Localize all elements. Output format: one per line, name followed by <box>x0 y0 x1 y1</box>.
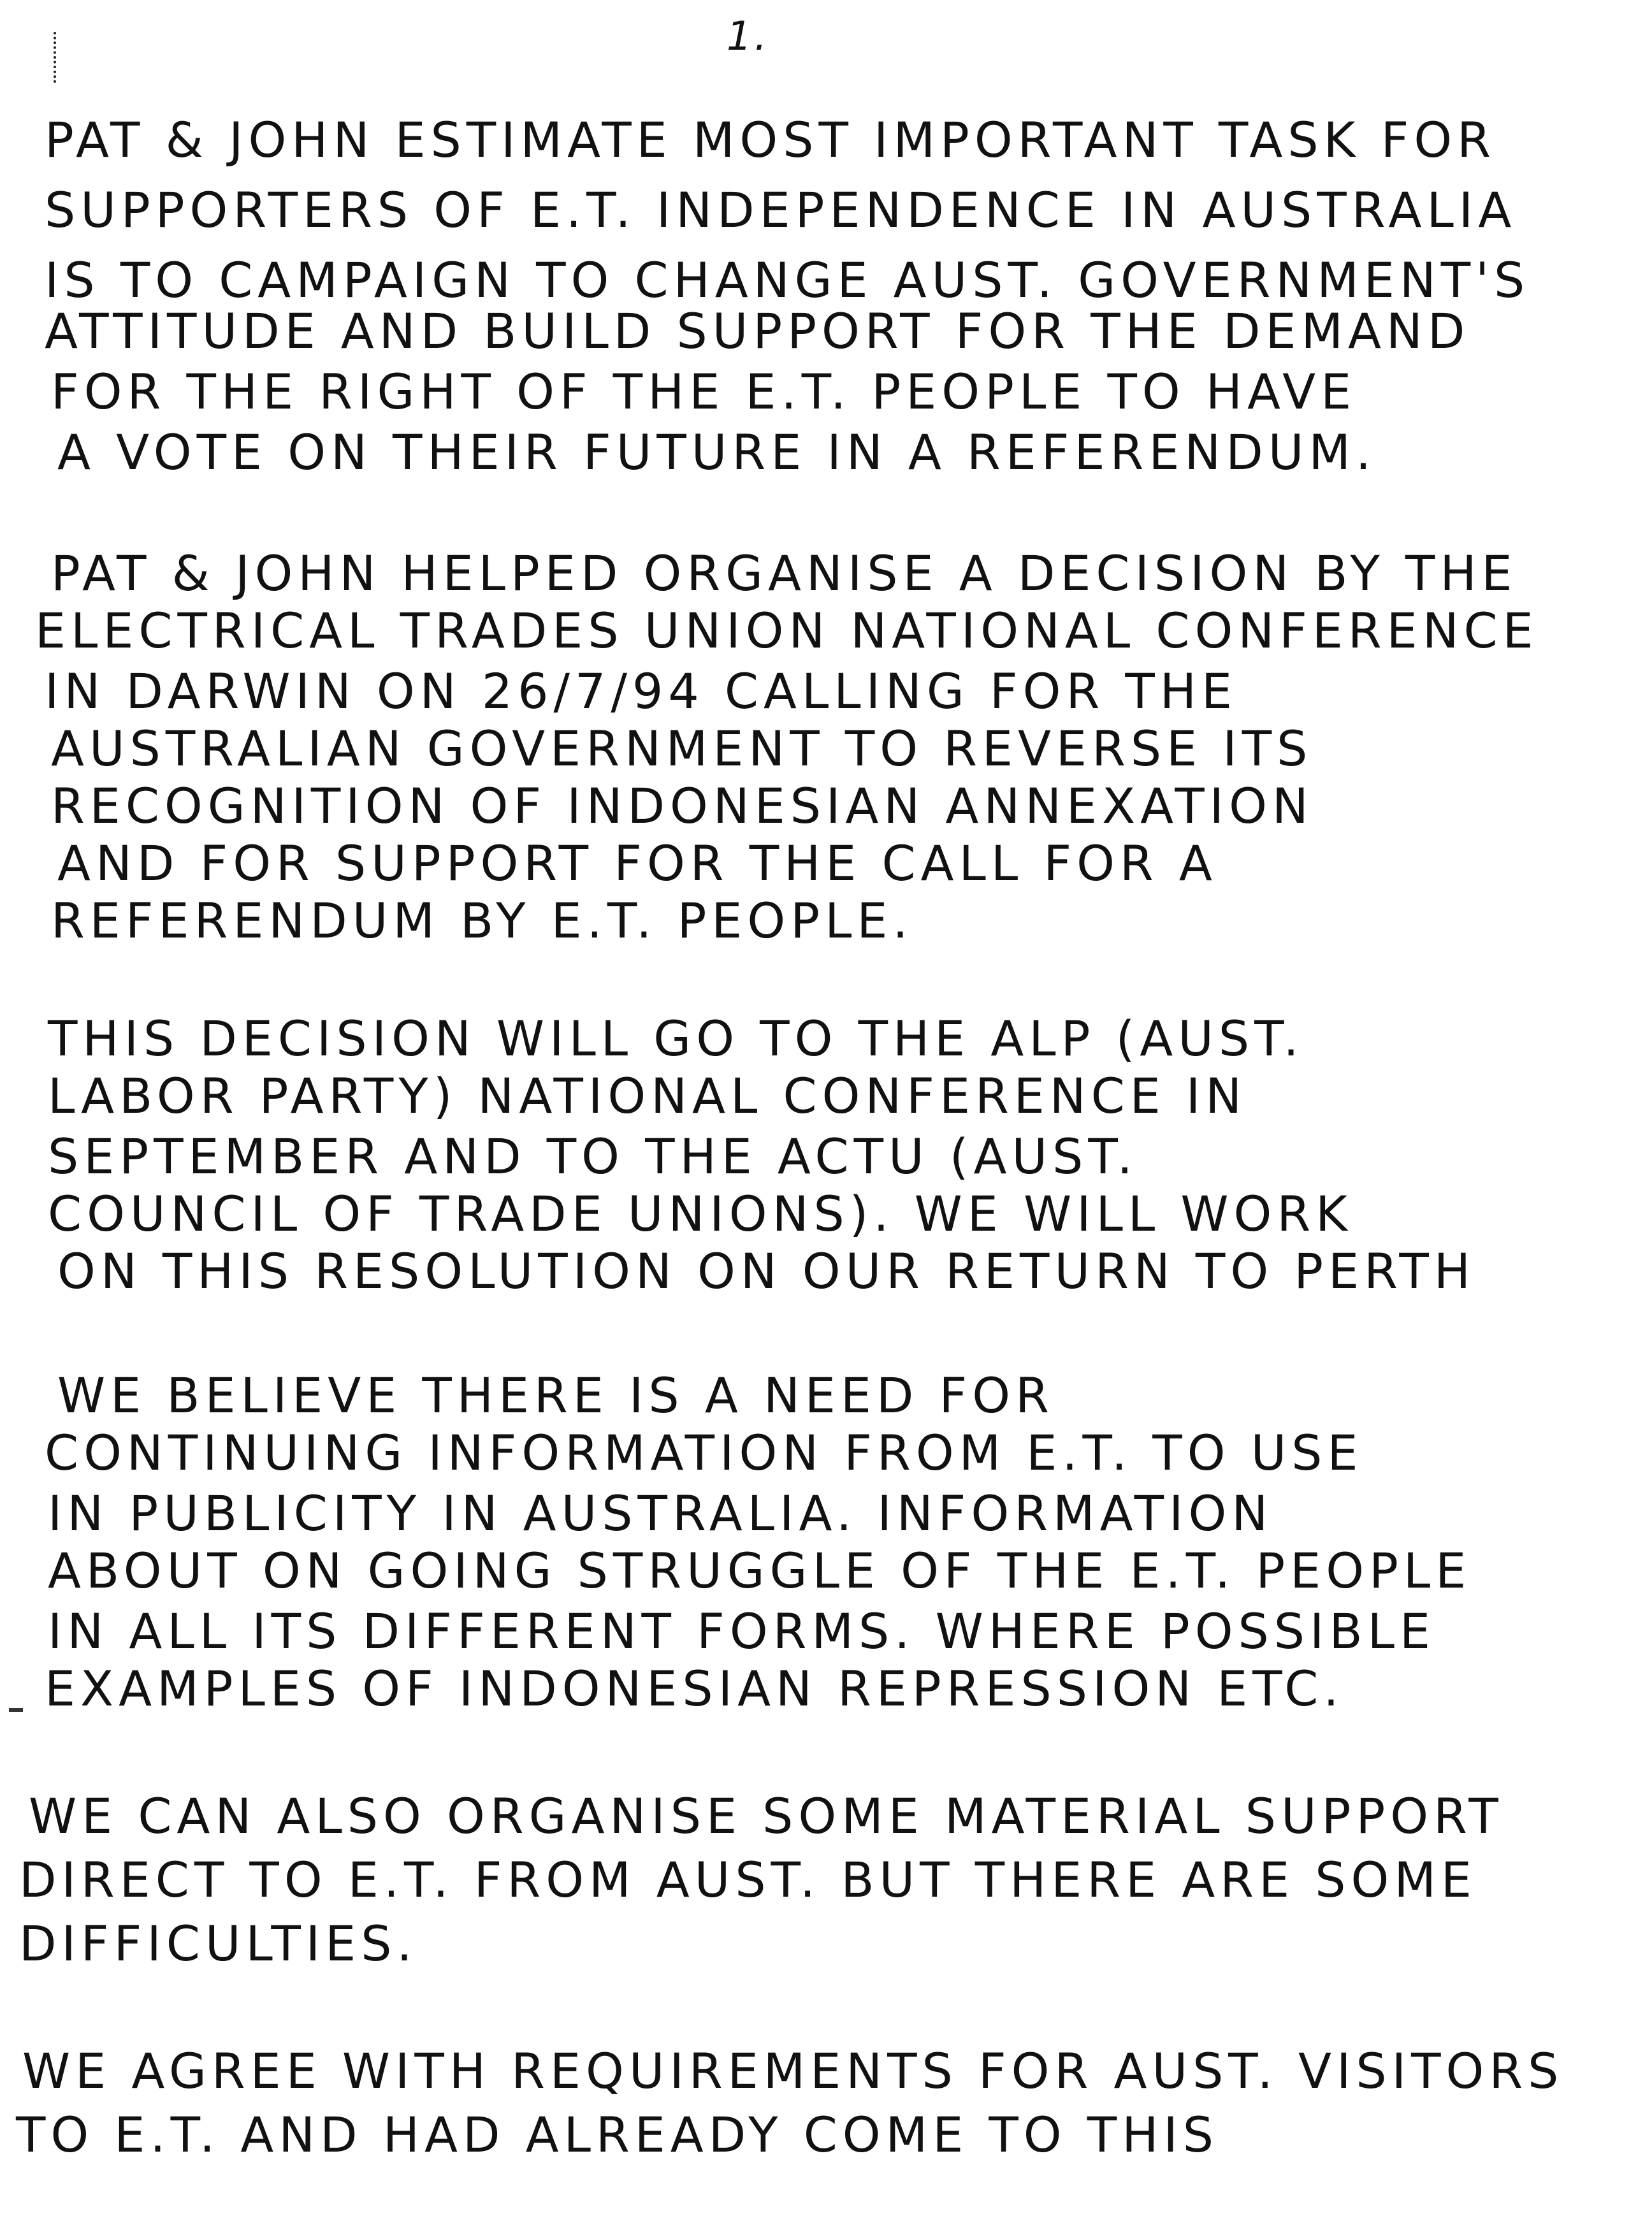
paragraph-2-line-6: AND FOR SUPPORT FOR THE CALL FOR A <box>57 835 1217 892</box>
paragraph-5-line-3: DIFFICULTIES. <box>19 1915 417 1972</box>
paragraph-6-line-1: WE AGREE WITH REQUIREMENTS FOR AUST. VISITORS <box>22 2043 1564 2099</box>
paragraph-4-line-3: IN PUBLICITY IN AUSTRALIA. INFORMATION <box>48 1485 1273 1542</box>
paragraph-2-line-3: IN DARWIN ON 26/7/94 CALLING FOR THE <box>45 663 1238 720</box>
paragraph-6-line-2: TO E.T. AND HAD ALREADY COME TO THIS <box>16 2106 1219 2163</box>
margin-mark <box>54 32 60 83</box>
paragraph-2-line-2: ELECTRICAL TRADES UNION NATIONAL CONFERENCE <box>35 602 1539 659</box>
paragraph-4-line-1: WE BELIEVE THERE IS A NEED FOR <box>57 1367 1054 1424</box>
paragraph-1-line-5: FOR THE RIGHT OF THE E.T. PEOPLE TO HAVE <box>51 363 1357 420</box>
paragraph-2-line-1: PAT & JOHN HELPED ORGANISE A DECISION BY THE <box>51 545 1518 602</box>
paragraph-3-line-5: ON THIS RESOLUTION ON OUR RETURN TO PERTH <box>57 1243 1475 1299</box>
paragraph-1-line-4: ATTITUDE AND BUILD SUPPORT FOR THE DEMAND <box>45 303 1470 359</box>
paragraph-4-line-5: IN ALL ITS DIFFERENT FORMS. WHERE POSSIBLE <box>48 1603 1435 1660</box>
margin-dash <box>9 1708 23 1712</box>
paragraph-2-line-4: AUSTRALIAN GOVERNMENT TO REVERSE ITS <box>51 720 1313 777</box>
paragraph-1-line-2: SUPPORTERS OF E.T. INDEPENDENCE IN AUSTRALIA <box>45 182 1517 238</box>
paragraph-2-line-7: REFERENDUM BY E.T. PEOPLE. <box>51 892 913 949</box>
page-number: 1. <box>727 13 770 59</box>
paragraph-3-line-1: THIS DECISION WILL GO TO THE ALP (AUST. <box>48 1010 1304 1067</box>
paragraph-4-line-2: CONTINUING INFORMATION FROM E.T. TO USE <box>45 1424 1363 1481</box>
paragraph-1-line-6: A VOTE ON THEIR FUTURE IN A REFERENDUM. <box>57 424 1377 481</box>
paragraph-1-line-1: PAT & JOHN ESTIMATE MOST IMPORTANT TASK FOR <box>45 112 1496 168</box>
paragraph-3-line-2: LABOR PARTY) NATIONAL CONFERENCE IN <box>48 1068 1247 1124</box>
paragraph-4-line-6: EXAMPLES OF INDONESIAN REPRESSION ETC. <box>45 1660 1344 1717</box>
paragraph-3-line-3: SEPTEMBER AND TO THE ACTU (AUST. <box>48 1128 1138 1185</box>
paragraph-5-line-1: WE CAN ALSO ORGANISE SOME MATERIAL SUPPORT <box>29 1788 1503 1844</box>
paragraph-4-line-4: ABOUT ON GOING STRUGGLE OF THE E.T. PEOPLE <box>48 1542 1472 1599</box>
paragraph-2-line-5: RECOGNITION OF INDONESIAN ANNEXATION <box>51 778 1314 834</box>
paragraph-3-line-4: COUNCIL OF TRADE UNIONS). WE WILL WORK <box>48 1185 1352 1242</box>
paragraph-5-line-2: DIRECT TO E.T. FROM AUST. BUT THERE ARE SOME <box>19 1851 1477 1908</box>
paragraph-1-line-3: IS TO CAMPAIGN TO CHANGE AUST. GOVERNMENT'S <box>45 252 1530 308</box>
